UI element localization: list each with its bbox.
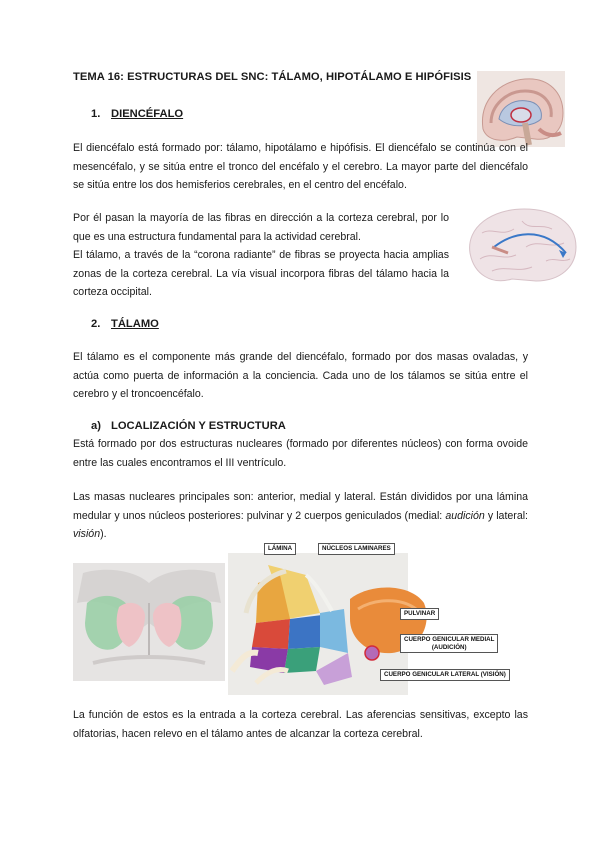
label-cuerpo-geniculado-lateral: CUERPO GENICULAR LATERAL (VISIÓN) <box>380 669 510 681</box>
paragraph-diencefalo: El diencéfalo está formado por: tálamo, hipotálamo e hipófisis. El diencéfalo se continúa con el mesencéfalo, y se sitúa entre el tronco del encéfalo y el cerebro. La mayor parte del diencéfalo se sitúa entre los dos hemisferios cerebrales, en el centro del encéfalo. <box>73 142 528 191</box>
masas-text-end: ). <box>100 528 107 540</box>
medial-geniculate-marker <box>362 643 382 663</box>
brain-lateral-image <box>462 203 582 291</box>
section-heading-diencefalo <box>91 108 183 120</box>
section-number: 2. <box>91 318 101 330</box>
label-pulvinar: PULVINAR <box>400 608 439 620</box>
masas-text-mid: y lateral: <box>484 509 529 522</box>
coronal-section-image <box>73 563 225 681</box>
section-number: 1. <box>91 108 101 120</box>
section-heading-talamo <box>91 318 159 330</box>
section-label: TÁLAMO <box>111 318 159 330</box>
label-lamina: LÁMINA <box>264 543 296 555</box>
page-title: TEMA 16: ESTRUCTURAS DEL SNC: TÁLAMO, HIPOTÁLAMO E HIPÓFISIS <box>73 71 472 83</box>
label-cg-medial-line2: (AUDICIÓN) <box>431 643 467 651</box>
subsection-label: LOCALIZACIÓN Y ESTRUCTURA <box>111 420 286 432</box>
paragraph-masas <box>73 488 528 544</box>
brain-sagittal-image <box>477 71 565 147</box>
label-nucleos-laminares: NÚCLEOS LAMINARES <box>318 543 395 555</box>
subsection-heading-localizacion <box>91 420 286 432</box>
subsection-letter: a) <box>91 420 101 432</box>
masas-text: Las masas nucleares principales son: anterior, medial y lateral. Están divididos por una lámina medular y unos núcleos posteriores: pulvinar y 2 cuerpos geniculados (medial: <box>73 491 528 522</box>
paragraph-funcion: La función de estos es la entrada a la corteza cerebral. Las aferencias sensitivas, excepto las olfatorias, hacen relevo en el tálamo antes de alcanzar la corteza cerebral. <box>73 709 528 740</box>
label-cuerpo-geniculado-medial <box>400 634 498 653</box>
section-label: DIENCÉFALO <box>111 108 184 120</box>
paragraph-fibras <box>73 209 449 302</box>
paragraph-fibras-b: El tálamo, a través de la “corona radiante” de fibras se proyecta hacia amplias zonas de la corteza cerebral. La vía visual incorpora fibras del tálamo hacia la corteza occipital. <box>73 249 449 299</box>
medial-function: audición <box>445 509 485 522</box>
paragraph-estructura: Está formado por dos estructuras nucleares (formado por diferentes núcleos) con forma ovoide entre las cuales encontramos el III ventrículo. <box>73 438 528 469</box>
thalamus-nuclei-figure <box>228 543 528 695</box>
paragraph-fibras-a: Por él pasan la mayoría de las fibras en dirección a la corteza cerebral, por lo que es una estructura fundamental para la actividad cerebral. <box>73 212 449 243</box>
lateral-function: visión <box>73 528 101 540</box>
paragraph-talamo: El tálamo es el componente más grande del diencéfalo, formado por dos masas ovaladas, y actúa como puerta de información a la conciencia. Cada uno de los tálamos se sitúa entre el cerebro y el troncoencéfalo. <box>73 351 528 400</box>
label-cg-medial-line1: CUERPO GENICULAR MEDIAL <box>404 636 495 643</box>
